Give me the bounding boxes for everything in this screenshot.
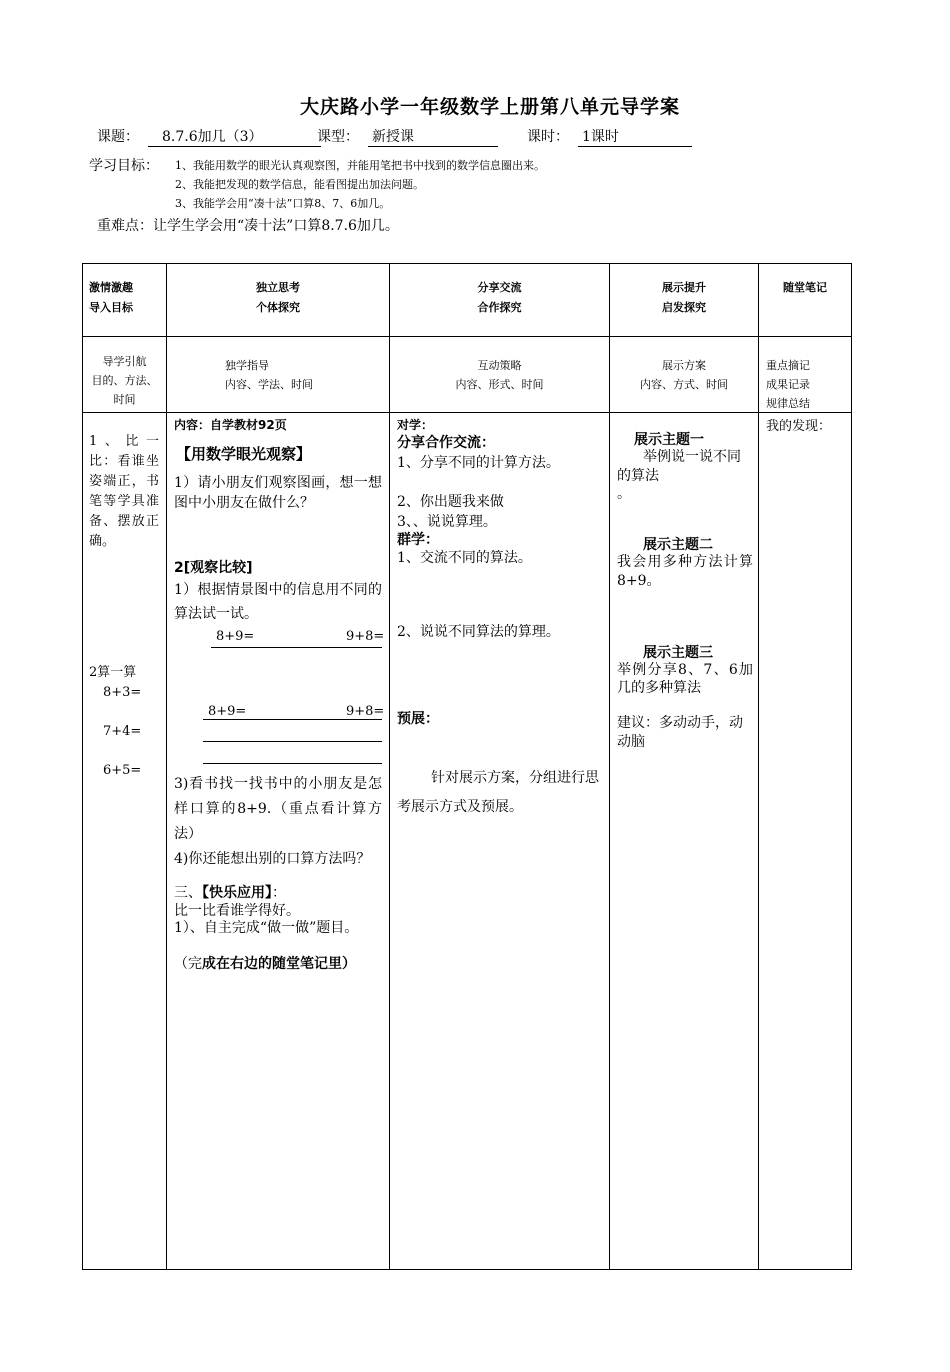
col-divider: [758, 263, 759, 1270]
col4-theme-2: 展示主题二: [643, 537, 713, 553]
col1-calc-title: 2算一算: [89, 665, 137, 680]
goal-3: 3、我能学会用“凑十法”口算8、7、6加几。: [175, 197, 391, 210]
col2-equation: 9+8=: [346, 629, 385, 644]
header-col2-line2: 个体探究: [256, 301, 300, 314]
topic-value-text: 8.7.6加几（3）: [148, 126, 321, 147]
header-col4-line2: 启发探究: [662, 301, 706, 314]
col2-question-1: 1）请小朋友们观察图画，想一想图中小朋友在做什么？: [174, 475, 382, 511]
col1-calc-item: 8+3=: [103, 685, 142, 700]
topic-value: [148, 126, 321, 147]
time-label: 课时：: [527, 129, 569, 145]
topic-label: 课题：: [97, 129, 139, 145]
subheader-col3-line: 互动策略: [477, 359, 522, 372]
col2-happy-suffix: ：: [272, 885, 286, 901]
header-col3: [390, 278, 609, 318]
col3-share-item: 1、分享不同的计算方法。: [397, 455, 560, 471]
col2-happy-title: 【快乐应用】: [202, 885, 272, 901]
col4-suggest: 建议：多动动手，动动脑: [617, 715, 743, 750]
col2-note-prefix: （完: [174, 956, 202, 972]
col2-compare-title: 2[观察比较]: [174, 560, 253, 576]
time-value-text: 1课时: [578, 126, 692, 147]
subheader-col5: [766, 356, 810, 413]
col2-equation: 8+9=: [216, 629, 255, 644]
col3-group-item: 1、交流不同的算法。: [397, 550, 532, 566]
col4-theme-2-text: 我会用多种方法计算8+9。: [617, 554, 753, 589]
col-divider: [609, 263, 610, 1270]
col4-theme-3: 展示主题三: [643, 645, 713, 661]
answer-line: [211, 647, 382, 648]
col4-theme-3-text: 举例分享8、7、6加几的多种算法: [617, 662, 753, 696]
subheader-col2: [225, 356, 313, 394]
col4-theme-1-text: 举例说一说不同的算法: [617, 449, 741, 484]
goal-1: 1、我能用数学的眼光认真观察图，并能用笔把书中找到的数学信息圈出来。: [175, 159, 545, 172]
header-col3-line1: 分享交流: [477, 281, 522, 294]
col5-note: 我的发现：: [766, 419, 832, 434]
answer-line: [203, 763, 382, 764]
type-value: [368, 126, 498, 147]
subheader-col5-line: 规律总结: [766, 397, 810, 410]
col2-note: [174, 955, 382, 973]
col2-content: 内容：自学教材92页: [174, 418, 287, 432]
row-divider: [82, 336, 852, 337]
header-col1-line2: 导入目标: [89, 301, 133, 314]
col2-compare-text: 1）根据情景图中的信息用不同的算法试一试。: [174, 582, 382, 622]
col2-question-4: 4)你还能想出别的口算方法吗？: [174, 851, 371, 867]
header-col5: [759, 278, 851, 298]
goals-label: 学习目标：: [89, 158, 159, 174]
subheader-col4: [610, 356, 758, 394]
col-divider: [389, 263, 390, 1270]
subheader-col3: [390, 356, 609, 394]
header-col1: [83, 278, 166, 318]
subheader-col1-line: 时间: [113, 393, 136, 406]
answer-line: [203, 719, 382, 720]
col2-question-3: 3)看书找一找书中的小朋友是怎样口算的8+9.（重点看计算方法）: [174, 776, 382, 842]
subheader-col4-line: 展示方案: [662, 359, 706, 372]
type-value-text: 新授课: [368, 126, 498, 147]
subheader-col4-line: 内容、方式、时间: [640, 378, 728, 391]
row-divider: [82, 412, 852, 413]
difficulty-line: 重难点：让学生学会用“凑十法”口算8.7.6加几。: [97, 218, 399, 234]
col3-duixue: 对学：: [397, 418, 434, 432]
col1-intro: 1、比一比：看谁坐姿端正，书笔等学具准备、摆放正确。: [89, 434, 159, 549]
col4-theme-1-dot: 。: [617, 486, 631, 502]
col3-plan: 针对展示方案，分组进行思考展示方式及预展。: [397, 770, 599, 815]
subheader-col3-line: 内容、形式、时间: [455, 378, 544, 391]
subheader-col2-line: 独学指导: [225, 359, 269, 372]
subheader-col1-line: 导学引航: [102, 355, 147, 368]
subheader-col5-line: 成果记录: [766, 378, 810, 391]
col3-share-item: 2、你出题我来做: [397, 494, 504, 510]
col3-share-title: 分享合作交流：: [397, 435, 495, 451]
col3-yuzhan: 预展：: [397, 711, 439, 727]
time-value: [578, 126, 692, 147]
header-col5-line1: 随堂笔记: [783, 281, 827, 294]
document-title: 大庆路小学一年级数学上册第八单元导学案: [300, 96, 681, 118]
header-col3-line2: 合作探究: [477, 301, 522, 314]
col-divider: [166, 263, 167, 1270]
col3-qunxue: 群学：: [397, 532, 439, 548]
col1-calc-item: 6+5=: [103, 763, 142, 778]
header-col1-line1: 激情激趣: [89, 281, 133, 294]
col2-equation: 9+8=: [346, 704, 385, 719]
col2-happy-line: 比一比看谁学得好。: [174, 903, 300, 919]
subheader-col1-line: 目的、方法、: [91, 374, 158, 387]
col4-theme-1: 展示主题一: [634, 432, 704, 448]
type-label: 课型：: [317, 129, 359, 145]
subheader-col5-line: 重点摘记: [766, 359, 810, 372]
subheader-col1: [83, 352, 166, 409]
col3-group-item: 2、说说不同算法的算理。: [397, 624, 560, 640]
col3-share-item: 3、、说说算理。: [397, 514, 497, 530]
header-col4: [610, 278, 758, 318]
col1-calc-item: 7+4=: [103, 724, 142, 739]
col2-equation: 8+9=: [208, 704, 247, 719]
answer-line: [203, 741, 382, 742]
col2-note-bold: 成在右边的随堂笔记里）: [202, 956, 356, 972]
goal-2: 2、我能把发现的数学信息，能看图提出加法问题。: [175, 178, 424, 191]
col2-observe-title: 【用数学眼光观察】: [176, 445, 312, 463]
col2-happy-heading: [174, 884, 286, 902]
header-col2-line1: 独立思考: [256, 281, 300, 294]
col2-happy-prefix: 三、: [174, 885, 202, 901]
header-col2: [167, 278, 389, 318]
subheader-col2-line: 内容、学法、时间: [225, 378, 313, 391]
col2-self: 1）、自主完成“做一做”题目。: [174, 920, 359, 936]
header-col4-line1: 展示提升: [662, 281, 706, 294]
